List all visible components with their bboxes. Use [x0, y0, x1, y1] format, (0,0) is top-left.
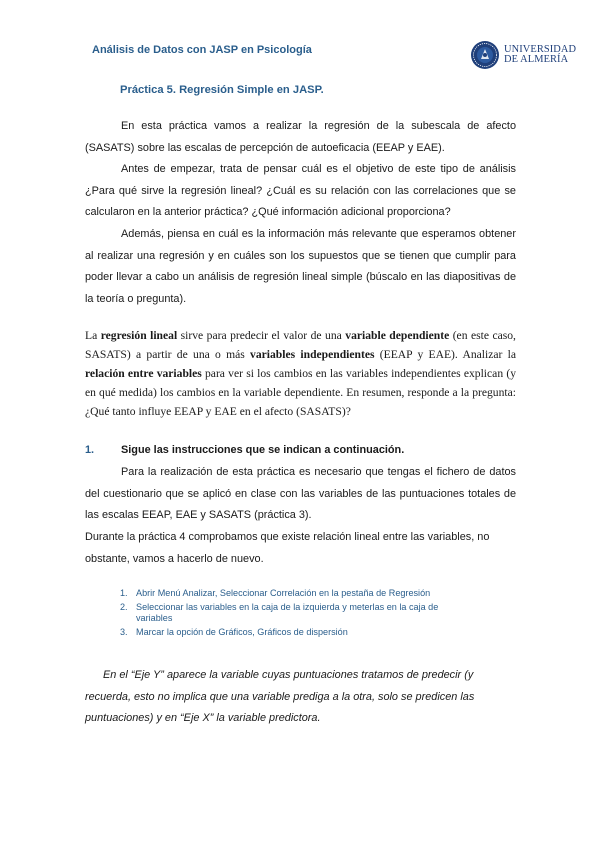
step-number: 2.: [120, 601, 128, 612]
list-item: [120, 602, 460, 625]
def-text-2: sirve para predecir el valor de una: [177, 329, 346, 342]
recheck-paragraph: Durante la práctica 4 comprobamos que existe relación lineal entre las variables, no obstante, vamos a hacerlo de nuevo.: [85, 531, 490, 565]
instruction-steps: [120, 588, 460, 640]
def-text-3: (en este caso, SASATS) a partir de una o más: [85, 329, 516, 361]
step-text: Seleccionar las variables en la caja de la izquierda y meterlas en la caja de variables: [136, 601, 439, 624]
intro-paragraph: En esta práctica vamos a realizar la regresión de la subescala de afecto (SASATS) sobre las escalas de percepción de autoeficacia (EEAP y EAE).: [85, 120, 516, 154]
university-logo: [470, 37, 580, 73]
section-title: Sigue las instrucciones que se indican a continuación.: [121, 444, 405, 456]
def-text-1: La: [85, 329, 101, 342]
logo-text: [504, 45, 576, 65]
regression-definition: [85, 326, 516, 421]
step-number: 3.: [120, 626, 128, 637]
section-heading: [85, 444, 404, 456]
list-item: [120, 627, 460, 639]
data-file-paragraph: Para la realización de esta práctica es necesario que tengas el fichero de datos del cuestionario que se aplicó en clase con las variables de las puntuaciones totales de las escalas EEAP, EAE y SASATS (práctica 3).: [85, 466, 516, 521]
assumptions-paragraph: Además, piensa en cuál es la información más relevante que esperamos obtener al realizar una regresión y en cuáles son los supuestos que se tienen que cumplir para poder llevar a cabo un análisis de regresión lineal simple (búscalo en las diapositivas de la teoría o pregunta).: [85, 228, 516, 305]
university-seal-icon: [470, 40, 500, 70]
def-bold-4: relación entre variables: [85, 367, 202, 380]
def-bold-3: variables independientes: [250, 348, 375, 361]
header-title: Análisis de Datos con JASP en Psicología: [92, 44, 312, 56]
def-text-4: (EEAP y EAE). Analizar la: [374, 348, 516, 361]
step-text: Abrir Menú Analizar, Seleccionar Correlación en la pestaña de Regresión: [136, 588, 431, 598]
def-text-5: para ver si los cambios en las variables independientes explican (y en qué medida) los cambios en la variable dependiente. En resumen, responde a la pregunta: ¿Qué tanto influye EEAP y EAE en el afecto (SASATS)?: [85, 367, 516, 418]
step-number: 1.: [120, 588, 128, 598]
def-bold-1: regresión lineal: [100, 329, 178, 342]
axes-note: En el “Eje Y” aparece la variable cuyas puntuaciones tratamos de predecir (y recuerda, esto no implica que una variable prediga a la otra, solo se predicen las puntuaciones) y en “Eje X” la variable predictora.: [85, 669, 475, 724]
question-paragraph: Antes de empezar, trata de pensar cuál es el objetivo de este tipo de análisis ¿Para qué sirve la regresión lineal? ¿Cuál es su relación con las correlaciones que se calcularon en la anterior práctica? ¿Qué información adicional proporciona?: [85, 163, 516, 218]
practice-title: Práctica 5. Regresión Simple en JASP.: [120, 84, 324, 96]
logo-text-line1: UNIVERSIDAD: [504, 44, 577, 55]
section-number: 1.: [85, 444, 95, 456]
def-bold-2: variable dependiente: [345, 329, 450, 342]
step-text: Marcar la opción de Gráficos, Gráficos de dispersión: [136, 626, 348, 637]
logo-text-line2: DE ALMERÍA: [504, 54, 569, 65]
list-item: [120, 588, 460, 600]
